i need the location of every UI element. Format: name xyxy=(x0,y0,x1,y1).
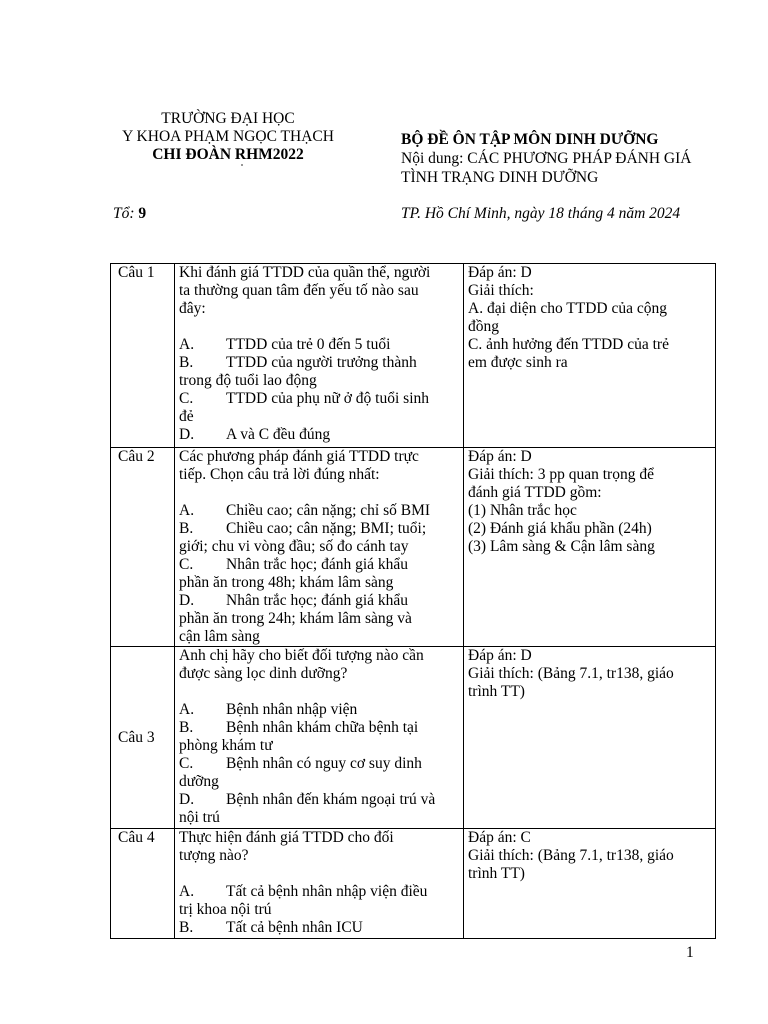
question-label: Câu 1 xyxy=(111,264,175,448)
option-d: D. A và C đều đúng xyxy=(179,426,331,443)
option-a: A. Bệnh nhân nhập viện xyxy=(179,701,358,718)
option-b: B. TTDD của người trưởng thành trong độ tuổi lao động xyxy=(179,354,417,389)
table-row xyxy=(111,448,716,647)
option-a: A. Tất cả bệnh nhân nhập viện điều trị khoa nội trú xyxy=(179,883,428,918)
answer-cell xyxy=(464,448,716,647)
question-content xyxy=(175,647,464,829)
question-stem: Anh chị hãy cho biết đối tượng nào cần được sàng lọc dinh dưỡng? xyxy=(179,647,424,682)
table-row xyxy=(111,829,716,939)
team-number: 9 xyxy=(138,205,147,222)
answer-cell xyxy=(464,647,716,829)
school-name-line-1: TRƯỜNG ĐẠI HỌC xyxy=(161,110,295,127)
answer: Đáp án: C xyxy=(468,829,531,846)
option-d: D. Nhân trắc học; đánh giá khẩu phần ăn trong 24h; khám lâm sàng và cận lâm sàng xyxy=(179,592,412,645)
answer: Đáp án: D xyxy=(468,264,532,281)
question-stem: Thực hiện đánh giá TTDD cho đối tượng nào? xyxy=(179,829,394,864)
answer-cell xyxy=(464,264,716,448)
branch-name: CHI ĐOÀN RHM2022 xyxy=(152,146,304,163)
question-content xyxy=(175,448,464,647)
school-name-line-2: Y KHOA PHẠM NGỌC THẠCH xyxy=(122,128,334,145)
explanation: Giải thích: A. đại diện cho TTDD của cộng đồng C. ảnh hưởng đến TTDD của trẻ em được sinh ra xyxy=(468,282,669,371)
document-header xyxy=(401,130,746,187)
answer: Đáp án: D xyxy=(468,647,532,664)
question-content xyxy=(175,264,464,448)
explanation: Giải thích: (Bảng 7.1, tr138, giáo trình TT) xyxy=(468,847,674,882)
option-b: B. Tất cả bệnh nhân ICU xyxy=(179,919,363,936)
question-label: Câu 4 xyxy=(111,829,175,939)
option-d: D. Bệnh nhân đến khám ngoại trú và nội trú xyxy=(179,791,436,826)
option-a: A. TTDD của trẻ 0 đến 5 tuổi xyxy=(179,336,391,353)
question-label: Câu 3 xyxy=(111,647,175,829)
question-stem: Khi đánh giá TTDD của quần thể, người ta thường quan tâm đến yếu tố nào sau đây: xyxy=(179,264,431,317)
team-label: Tổ: xyxy=(113,205,135,222)
question-stem: Các phương pháp đánh giá TTDD trực tiếp. Chọn câu trả lời đúng nhất: xyxy=(179,448,419,483)
question-label: Câu 2 xyxy=(111,448,175,647)
explanation: Giải thích: 3 pp quan trọng để đánh giá TTDD gồm: (1) Nhân trắc học (2) Đánh giá khẩu phần (24h) (3) Lâm sàng & Cận lâm sàng xyxy=(468,466,655,555)
option-a: A. Chiều cao; cân nặng; chỉ số BMI xyxy=(179,502,431,519)
option-c: C. Nhân trắc học; đánh giá khẩu phần ăn trong 48h; khám lâm sàng xyxy=(179,556,409,591)
place-date: TP. Hồ Chí Minh, ngày 18 tháng 4 năm 2024 xyxy=(401,205,681,222)
table-row xyxy=(111,647,716,829)
content-line-1: Nội dung: CÁC PHƯƠNG PHÁP ĐÁNH GIÁ xyxy=(401,150,692,167)
page-number: 1 xyxy=(686,944,694,961)
option-c: C. TTDD của phụ nữ ở độ tuổi sinh đẻ xyxy=(179,390,430,425)
answer-cell xyxy=(464,829,716,939)
option-c: C. Bệnh nhân có nguy cơ suy dinh dưỡng xyxy=(179,755,422,790)
content-line-2: TÌNH TRẠNG DINH DƯỠNG xyxy=(401,169,599,186)
question-table xyxy=(110,263,716,939)
team-info xyxy=(113,205,146,223)
option-b: B. Chiều cao; cân nặng; BMI; tuổi; giới; chu vi vòng đầu; số đo cánh tay xyxy=(179,520,427,555)
table-row xyxy=(111,264,716,448)
explanation: Giải thích: (Bảng 7.1, tr138, giáo trình TT) xyxy=(468,665,674,700)
option-b: B. Bệnh nhân khám chữa bệnh tại phòng khám tư xyxy=(179,719,419,754)
stray-dot xyxy=(241,164,243,166)
question-content xyxy=(175,829,464,939)
answer: Đáp án: D xyxy=(468,448,532,465)
document-title: BỘ ĐỀ ÔN TẬP MÔN DINH DƯỠNG xyxy=(401,131,659,148)
school-header xyxy=(110,110,346,164)
